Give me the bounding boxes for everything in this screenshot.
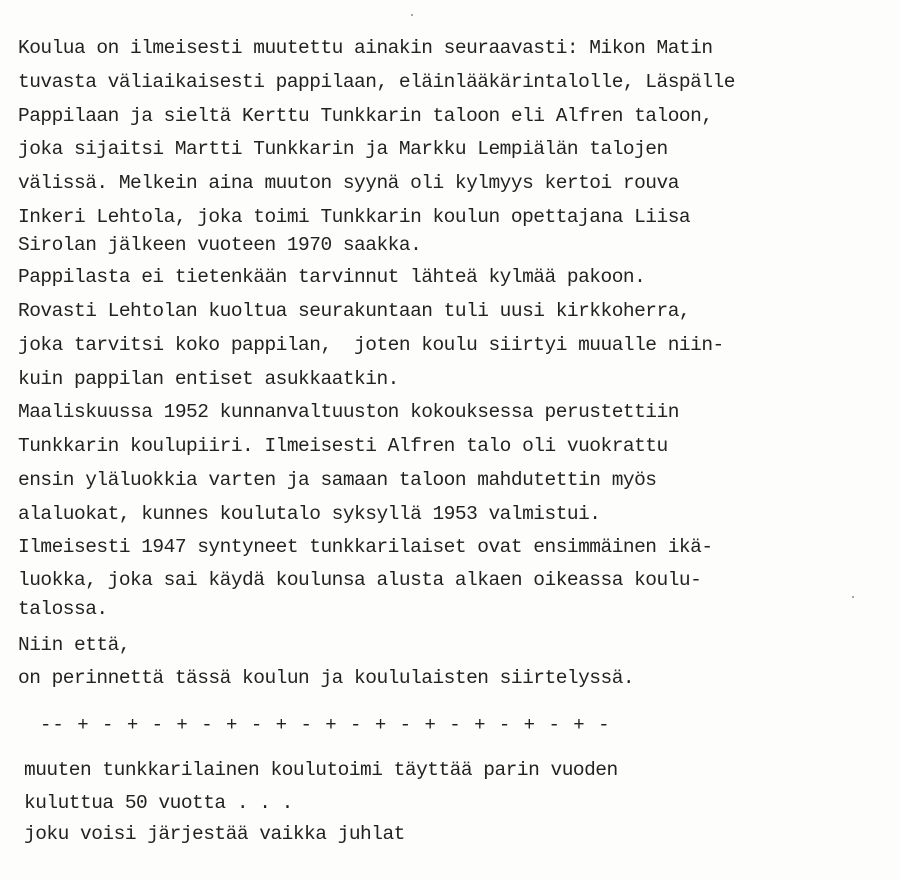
body-line: Koulua on ilmeisesti muutettu ainakin seuraavasti: Mikon Matin bbox=[18, 37, 713, 59]
section-separator: -- + - + - + - + - + - + - + - + - + - + - + - bbox=[40, 714, 611, 736]
body-line: talossa. bbox=[18, 598, 108, 620]
body-line: joka sijaitsi Martti Tunkkarin ja Markku Lempiälän talojen bbox=[18, 138, 668, 160]
closing-line: muuten tunkkarilainen koulutoimi täyttää parin vuoden bbox=[24, 759, 618, 781]
body-line: Ilmeisesti 1947 syntyneet tunkkarilaiset ovat ensimmäinen ikä- bbox=[18, 536, 713, 558]
body-line: tuvasta väliaikaisesti pappilaan, eläinlääkärintalolle, Läspälle bbox=[18, 71, 735, 93]
body-line: ensin yläluokkia varten ja samaan taloon mahdutettin myös bbox=[18, 469, 657, 491]
body-line: Sirolan jälkeen vuoteen 1970 saakka. bbox=[18, 234, 422, 256]
body-line: välissä. Melkein aina muuton syynä oli kylmyys kertoi rouva bbox=[18, 172, 679, 194]
body-line: luokka, joka sai käydä koulunsa alusta alkaen oikeassa koulu- bbox=[18, 569, 702, 591]
body-line: Tunkkarin koulupiiri. Ilmeisesti Alfren talo oli vuokrattu bbox=[18, 435, 668, 457]
body-line: Inkeri Lehtola, joka toimi Tunkkarin koulun opettajana Liisa bbox=[18, 206, 691, 228]
body-line: on perinnettä tässä koulun ja koululaisten siirtelyssä. bbox=[18, 667, 635, 689]
body-line: Rovasti Lehtolan kuoltua seurakuntaan tuli uusi kirkkoherra, bbox=[18, 300, 691, 322]
closing-line: joku voisi järjestää vaikka juhlat bbox=[24, 823, 405, 845]
body-line: joka tarvitsi koko pappilan, joten koulu siirtyi muualle niin- bbox=[18, 334, 724, 356]
paper-speck bbox=[852, 596, 854, 598]
paper-speck bbox=[411, 14, 413, 16]
body-line: Niin että, bbox=[18, 634, 131, 656]
body-line: kuin pappilan entiset asukkaatkin. bbox=[18, 368, 399, 390]
body-line: Pappilasta ei tietenkään tarvinnut lähteä kylmää pakoon. bbox=[18, 266, 646, 288]
body-line: alaluokat, kunnes koulutalo syksyllä 1953 valmistui. bbox=[18, 503, 601, 525]
closing-line: kuluttua 50 vuotta . . . bbox=[24, 792, 293, 814]
body-line: Pappilaan ja sieltä Kerttu Tunkkarin taloon eli Alfren taloon, bbox=[18, 105, 713, 127]
body-line: Maaliskuussa 1952 kunnanvaltuuston kokouksessa perustettiin bbox=[18, 401, 679, 423]
